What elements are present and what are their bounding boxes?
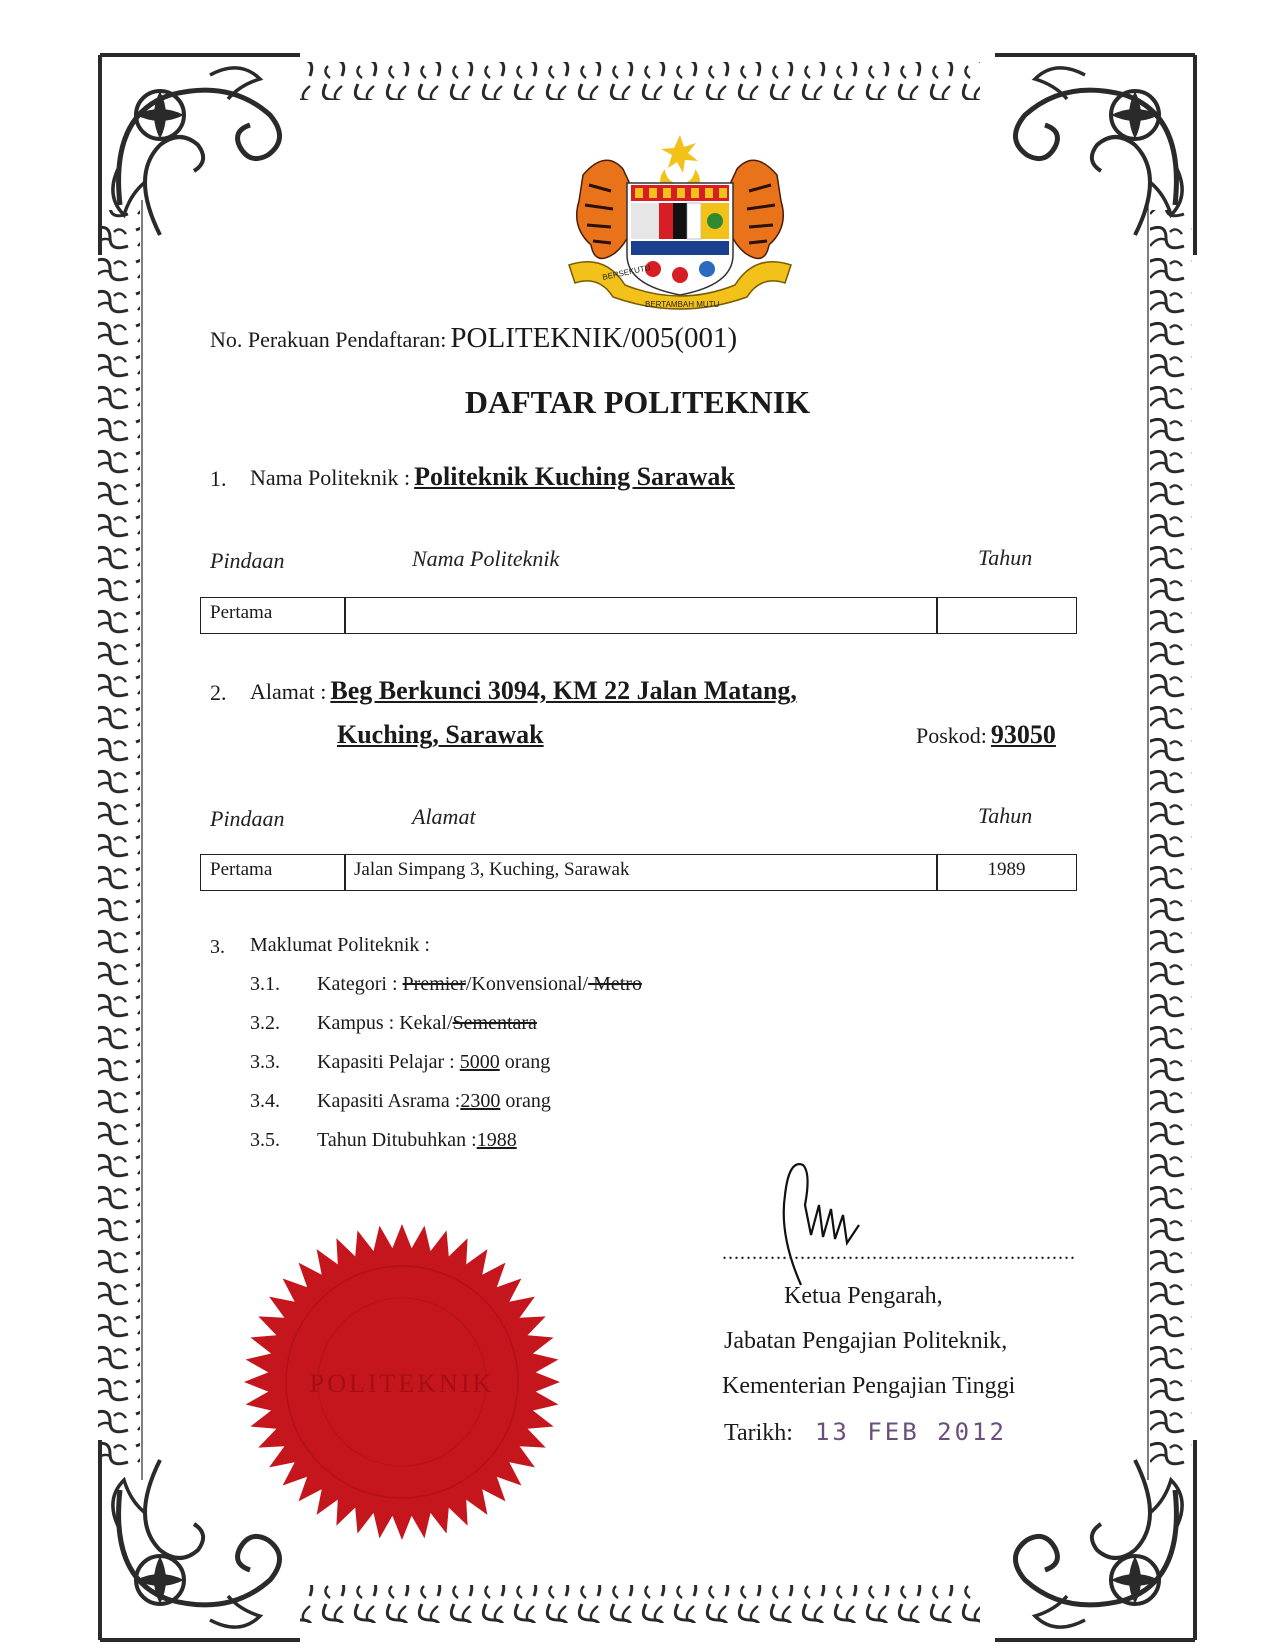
date-line — [724, 1418, 1007, 1447]
item-number: 3.5. — [250, 1129, 280, 1151]
table2-header-pindaan: Pindaan — [210, 806, 285, 831]
item-label: Kampus : Kekal/ — [317, 1012, 453, 1034]
kapasiti-pelajar-value: 5000 — [459, 1051, 500, 1073]
item-number: 3.1. — [250, 973, 280, 995]
table2-cell-tahun: 1989 — [936, 854, 1077, 891]
item-3-5 — [250, 1129, 517, 1152]
date-stamp: 13 FEB 2012 — [814, 1418, 1007, 1446]
item-3-3 — [250, 1051, 550, 1074]
poskod-label: Poskod: — [916, 723, 987, 748]
tahun-ditubuhkan-value: 1988 — [476, 1129, 517, 1151]
table2-header-tahun: Tahun — [978, 803, 1033, 828]
section2-label: Alamat : — [250, 679, 327, 704]
table1-header-tahun: Tahun — [978, 545, 1033, 570]
section3-label: Maklumat Politeknik : — [250, 934, 430, 956]
table1-header-pindaan: Pindaan — [210, 548, 285, 573]
motto-left-text: BERSEKUTU — [601, 262, 652, 282]
registration-number: POLITEKNIK/005(001) — [450, 322, 738, 354]
table1-header-nama: Nama Politeknik — [412, 546, 560, 571]
item-label: Kategori : — [317, 973, 403, 995]
item-label: Tahun Ditubuhkan : — [317, 1129, 477, 1151]
motto-right-text: BERTAMBAH MUTU — [645, 300, 720, 309]
signature-dotted-line: ........................................................... — [722, 1242, 1076, 1264]
item-number: 3.2. — [250, 1012, 280, 1034]
section3-number: 3. — [210, 936, 225, 958]
poskod-value: 93050 — [990, 720, 1056, 749]
table2-cell-alamat: Jalan Simpang 3, Kuching, Sarawak — [344, 854, 938, 891]
table1-cell-nama — [344, 597, 938, 634]
section1-number: 1. — [210, 466, 227, 491]
signatory-department: Jabatan Pengajian Politeknik, — [724, 1328, 1008, 1354]
registration-label: No. Perakuan Pendaftaran: — [210, 327, 447, 352]
selected-option-konvensional: /Konvensional/ — [465, 973, 589, 995]
table1-cell-pindaan: Pertama — [200, 597, 346, 634]
struck-option-metro: Metro — [588, 973, 642, 995]
red-embossed-seal — [242, 1222, 562, 1542]
poskod-line — [916, 720, 1056, 750]
kapasiti-asrama-value: 2300 — [460, 1090, 501, 1112]
item-number: 3.4. — [250, 1090, 280, 1112]
item-3-4 — [250, 1090, 551, 1113]
seal-text: POLITEKNIK — [309, 1369, 495, 1398]
section2-line — [250, 676, 797, 706]
table2-header-alamat: Alamat — [412, 804, 476, 829]
item-3-1 — [250, 973, 642, 996]
address-line1-value: Beg Berkunci 3094, KM 22 Jalan Matang, — [330, 676, 797, 705]
table1-cell-tahun — [936, 597, 1077, 634]
item-3-2 — [250, 1012, 537, 1035]
section1-line — [250, 462, 735, 492]
date-label: Tarikh: — [724, 1420, 793, 1446]
page-title: DAFTAR POLITEKNIK — [464, 384, 811, 420]
handwritten-signature — [775, 1155, 885, 1290]
registration-line — [210, 322, 737, 355]
coat-of-arms-emblem — [565, 135, 795, 315]
signatory-ministry: Kementerian Pengajian Tinggi — [722, 1373, 1016, 1399]
signatory-title: Ketua Pengarah, — [784, 1283, 943, 1309]
table2-cell-pindaan: Pertama — [200, 854, 346, 891]
struck-option-sementara: Sementara — [452, 1012, 537, 1034]
address-line2-value: Kuching, Sarawak — [337, 720, 544, 749]
section2-number: 2. — [210, 680, 227, 705]
item-number: 3.3. — [250, 1051, 280, 1073]
item-label: Kapasiti Asrama : — [317, 1090, 461, 1112]
struck-option-premier: Premier — [402, 973, 466, 995]
item-suffix: orang — [499, 1051, 551, 1073]
item-label: Kapasiti Pelajar : — [317, 1051, 460, 1073]
item-suffix: orang — [500, 1090, 551, 1112]
politeknik-name-value: Politeknik Kuching Sarawak — [414, 462, 735, 491]
section1-label: Nama Politeknik : — [250, 465, 411, 490]
